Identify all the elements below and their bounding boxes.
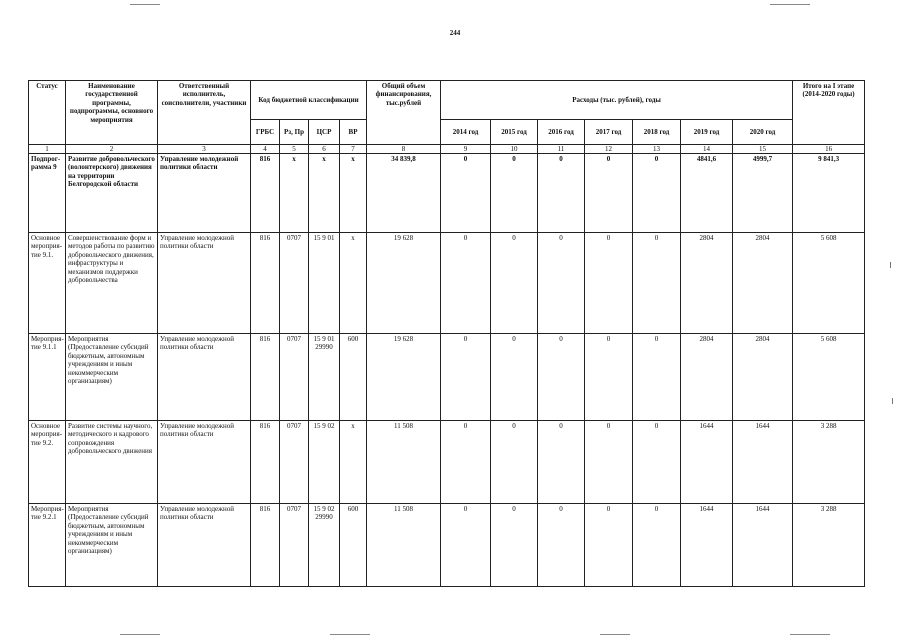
row-csr: 15 9 01 29990 bbox=[309, 334, 340, 421]
row-2018: 0 bbox=[633, 154, 681, 233]
row-2019: 2804 bbox=[681, 233, 733, 334]
row-vr: 600 bbox=[340, 504, 367, 587]
row-2019: 4841,6 bbox=[681, 154, 733, 233]
row-rzpr: х bbox=[280, 154, 309, 233]
scan-edge-line bbox=[120, 634, 160, 635]
row-grbs: 816 bbox=[251, 504, 280, 587]
table-row bbox=[29, 504, 865, 587]
header-budget-code: Код бюджетной классификации bbox=[251, 81, 367, 120]
row-rzpr: 0707 bbox=[280, 421, 309, 504]
column-number: 15 bbox=[733, 145, 793, 154]
row-2014: 0 bbox=[441, 154, 491, 233]
row-2020: 2804 bbox=[733, 233, 793, 334]
row-2018: 0 bbox=[633, 233, 681, 334]
header-code-vr: ВР bbox=[340, 120, 367, 145]
row-grbs: 816 bbox=[251, 233, 280, 334]
row-2018: 0 bbox=[633, 421, 681, 504]
column-number: 5 bbox=[280, 145, 309, 154]
row-grbs: 816 bbox=[251, 421, 280, 504]
row-status: Подпрог-рамма 9 bbox=[29, 154, 66, 233]
column-number: 13 bbox=[633, 145, 681, 154]
header-year: 2016 год bbox=[538, 120, 585, 145]
row-2016: 0 bbox=[538, 421, 585, 504]
row-name: Мероприятия (Предоставление субсидий бюджетным, автономным учреждениям и иным некоммерческим организациям) bbox=[66, 334, 158, 421]
scan-side-mark bbox=[890, 262, 891, 268]
header-year: 2017 год bbox=[585, 120, 633, 145]
row-2015: 0 bbox=[491, 421, 538, 504]
row-2017: 0 bbox=[585, 504, 633, 587]
row-total: 11 508 bbox=[367, 421, 441, 504]
scan-side-mark bbox=[892, 398, 893, 404]
row-2017: 0 bbox=[585, 233, 633, 334]
row-status: Мероприя-тие 9.2.1 bbox=[29, 504, 66, 587]
row-name: Мероприятия (Предоставление субсидий бюджетным, автономным учреждениям и иным некоммерческим организациям) bbox=[66, 504, 158, 587]
scan-edge-line bbox=[790, 634, 830, 635]
column-number: 2 bbox=[66, 145, 158, 154]
row-executor: Управление молодежной политики области bbox=[158, 154, 251, 233]
row-2020: 4999,7 bbox=[733, 154, 793, 233]
table-row bbox=[29, 233, 865, 334]
row-2014: 0 bbox=[441, 504, 491, 587]
row-name: Развитие системы научного, методического и кадрового сопровождения добровольческого движения bbox=[66, 421, 158, 504]
column-number: 8 bbox=[367, 145, 441, 154]
header-executor: Ответственный исполнитель, соисполнители, участники bbox=[158, 81, 251, 145]
row-2014: 0 bbox=[441, 421, 491, 504]
row-2017: 0 bbox=[585, 154, 633, 233]
row-2017: 0 bbox=[585, 421, 633, 504]
table-row bbox=[29, 154, 865, 233]
header-year: 2020 год bbox=[733, 120, 793, 145]
row-executor: Управление молодежной политики области bbox=[158, 421, 251, 504]
scan-edge-line bbox=[330, 634, 370, 635]
row-vr: х bbox=[340, 421, 367, 504]
column-number: 9 bbox=[441, 145, 491, 154]
row-2018: 0 bbox=[633, 504, 681, 587]
column-number: 11 bbox=[538, 145, 585, 154]
scan-edge-line bbox=[600, 634, 630, 635]
header-row bbox=[29, 81, 865, 120]
row-2014: 0 bbox=[441, 334, 491, 421]
row-total: 19 628 bbox=[367, 334, 441, 421]
header-year: 2019 год bbox=[681, 120, 733, 145]
column-number: 14 bbox=[681, 145, 733, 154]
header-code-csr: ЦСР bbox=[309, 120, 340, 145]
column-number: 3 bbox=[158, 145, 251, 154]
row-2015: 0 bbox=[491, 504, 538, 587]
row-2020: 2804 bbox=[733, 334, 793, 421]
column-number: 6 bbox=[309, 145, 340, 154]
header-status: Статус bbox=[29, 81, 66, 145]
row-2015: 0 bbox=[491, 334, 538, 421]
row-csr: 15 9 02 bbox=[309, 421, 340, 504]
header-name: Наименование государственной программы, подпрограммы, основного мероприятия bbox=[66, 81, 158, 145]
row-rzpr: 0707 bbox=[280, 504, 309, 587]
row-csr: 15 9 01 bbox=[309, 233, 340, 334]
row-grbs: 816 bbox=[251, 154, 280, 233]
row-2016: 0 bbox=[538, 233, 585, 334]
table-row bbox=[29, 421, 865, 504]
row-executor: Управление молодежной политики области bbox=[158, 504, 251, 587]
row-grbs: 816 bbox=[251, 334, 280, 421]
row-total: 11 508 bbox=[367, 504, 441, 587]
row-2016: 0 bbox=[538, 154, 585, 233]
header-year: 2018 год bbox=[633, 120, 681, 145]
header-expenses: Расходы (тыс. рублей), годы bbox=[441, 81, 793, 120]
table-row bbox=[29, 334, 865, 421]
row-stage-total: 3 288 bbox=[793, 504, 865, 587]
header-stage-total: Итого на I этапе (2014-2020 годы) bbox=[793, 81, 865, 145]
row-total: 19 628 bbox=[367, 233, 441, 334]
header-total-financing: Общий объем финансирования, тыс.рублей bbox=[367, 81, 441, 145]
row-csr: 15 9 02 29990 bbox=[309, 504, 340, 587]
row-stage-total: 5 608 bbox=[793, 334, 865, 421]
page-number: 244 bbox=[449, 29, 461, 37]
column-number: 12 bbox=[585, 145, 633, 154]
scan-edge-line bbox=[770, 4, 810, 5]
column-number: 7 bbox=[340, 145, 367, 154]
row-status: Основное мероприя-тие 9.1. bbox=[29, 233, 66, 334]
scan-edge-line bbox=[130, 4, 160, 5]
row-stage-total: 9 841,3 bbox=[793, 154, 865, 233]
header-year: 2014 год bbox=[441, 120, 491, 145]
row-rzpr: 0707 bbox=[280, 334, 309, 421]
row-vr: 600 bbox=[340, 334, 367, 421]
row-vr: х bbox=[340, 233, 367, 334]
header-code-rzpr: Рз, Пр bbox=[280, 120, 309, 145]
row-stage-total: 5 608 bbox=[793, 233, 865, 334]
column-number-row bbox=[29, 145, 865, 154]
row-2019: 1644 bbox=[681, 421, 733, 504]
row-name: Развитие добровольческого (волонтерского) движения на территории Белгородской области bbox=[66, 154, 158, 233]
row-2019: 2804 bbox=[681, 334, 733, 421]
header-code-grbs: ГРБС bbox=[251, 120, 280, 145]
header-year: 2015 год bbox=[491, 120, 538, 145]
row-2020: 1644 bbox=[733, 421, 793, 504]
column-number: 16 bbox=[793, 145, 865, 154]
column-number: 4 bbox=[251, 145, 280, 154]
row-2015: 0 bbox=[491, 233, 538, 334]
row-csr: х bbox=[309, 154, 340, 233]
row-2016: 0 bbox=[538, 334, 585, 421]
row-2015: 0 bbox=[491, 154, 538, 233]
row-stage-total: 3 288 bbox=[793, 421, 865, 504]
row-2019: 1644 bbox=[681, 504, 733, 587]
row-2016: 0 bbox=[538, 504, 585, 587]
row-executor: Управление молодежной политики области bbox=[158, 233, 251, 334]
row-2014: 0 bbox=[441, 233, 491, 334]
row-rzpr: 0707 bbox=[280, 233, 309, 334]
budget-table bbox=[28, 80, 865, 587]
row-2017: 0 bbox=[585, 334, 633, 421]
row-name: Совершенствование форм и методов работы по развитию добровольческого движения, инфраструктуры и механизмов поддержки добровольчества bbox=[66, 233, 158, 334]
column-number: 10 bbox=[491, 145, 538, 154]
row-2018: 0 bbox=[633, 334, 681, 421]
row-status: Основное мероприя-тие 9.2. bbox=[29, 421, 66, 504]
row-total: 34 839,8 bbox=[367, 154, 441, 233]
row-2020: 1644 bbox=[733, 504, 793, 587]
row-executor: Управление молодежной политики области bbox=[158, 334, 251, 421]
column-number: 1 bbox=[29, 145, 66, 154]
row-vr: х bbox=[340, 154, 367, 233]
row-status: Мероприя-тие 9.1.1 bbox=[29, 334, 66, 421]
